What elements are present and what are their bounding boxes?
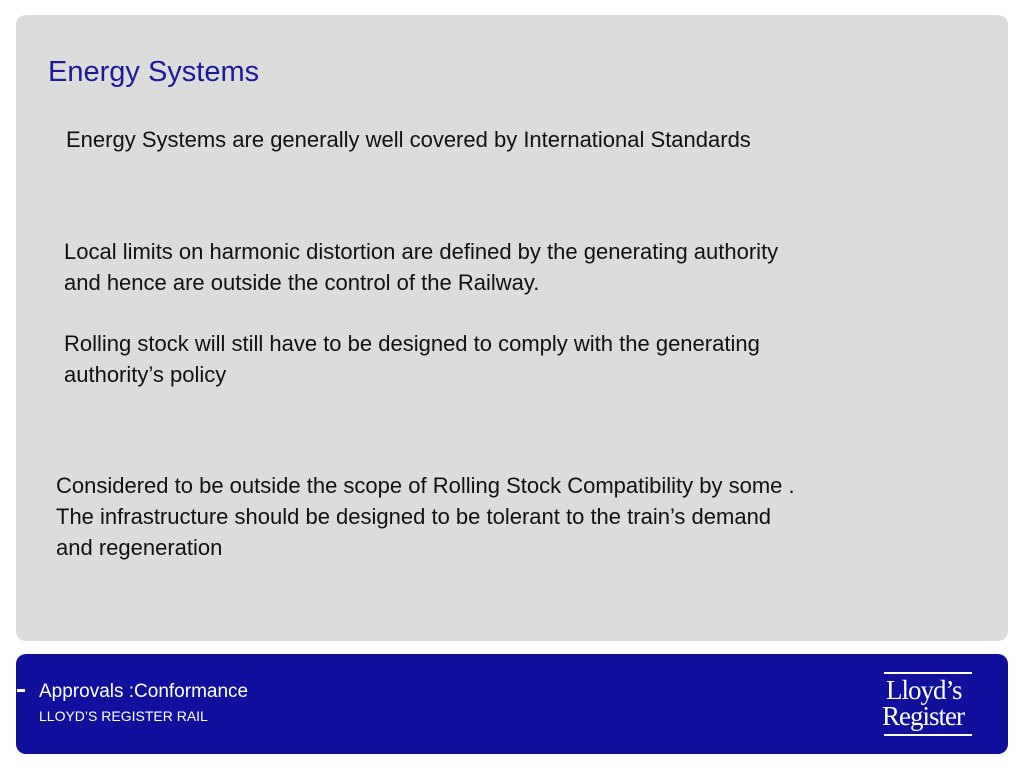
paragraph-line: and regeneration [56,535,223,560]
paragraph-line: Considered to be outside the scope of Rolling Stock Compatibility by some . [56,473,795,498]
harmonic-limits-paragraph [64,236,924,298]
paragraph-line: The infrastructure should be designed to be tolerant to the train’s demand [56,504,772,529]
scope-paragraph [56,470,936,563]
logo-line-2: Register [882,701,964,731]
slide-title: Energy Systems [48,56,260,88]
paragraph-line: and hence are outside the control of the Railway. [64,270,540,295]
logo-bottom-rule [884,734,972,736]
paragraph-line: Local limits on harmonic distortion are defined by the generating authority [64,239,779,264]
logo-top-rule [884,672,972,674]
footer-subtitle: LLOYD’S REGISTER RAIL [39,708,208,724]
paragraph-line: authority’s policy [64,362,227,387]
footer-dash [17,689,25,692]
intro-text: Energy Systems are generally well covered by International Standards [66,127,751,152]
logo-line-1: Lloyd’s [886,675,962,705]
rolling-stock-paragraph [64,328,924,390]
footer-bar [16,654,1008,754]
footer-title: Approvals :Conformance [39,681,249,702]
lloyds-register-logo [878,672,982,738]
paragraph-line: Rolling stock will still have to be designed to comply with the generating [64,331,760,356]
